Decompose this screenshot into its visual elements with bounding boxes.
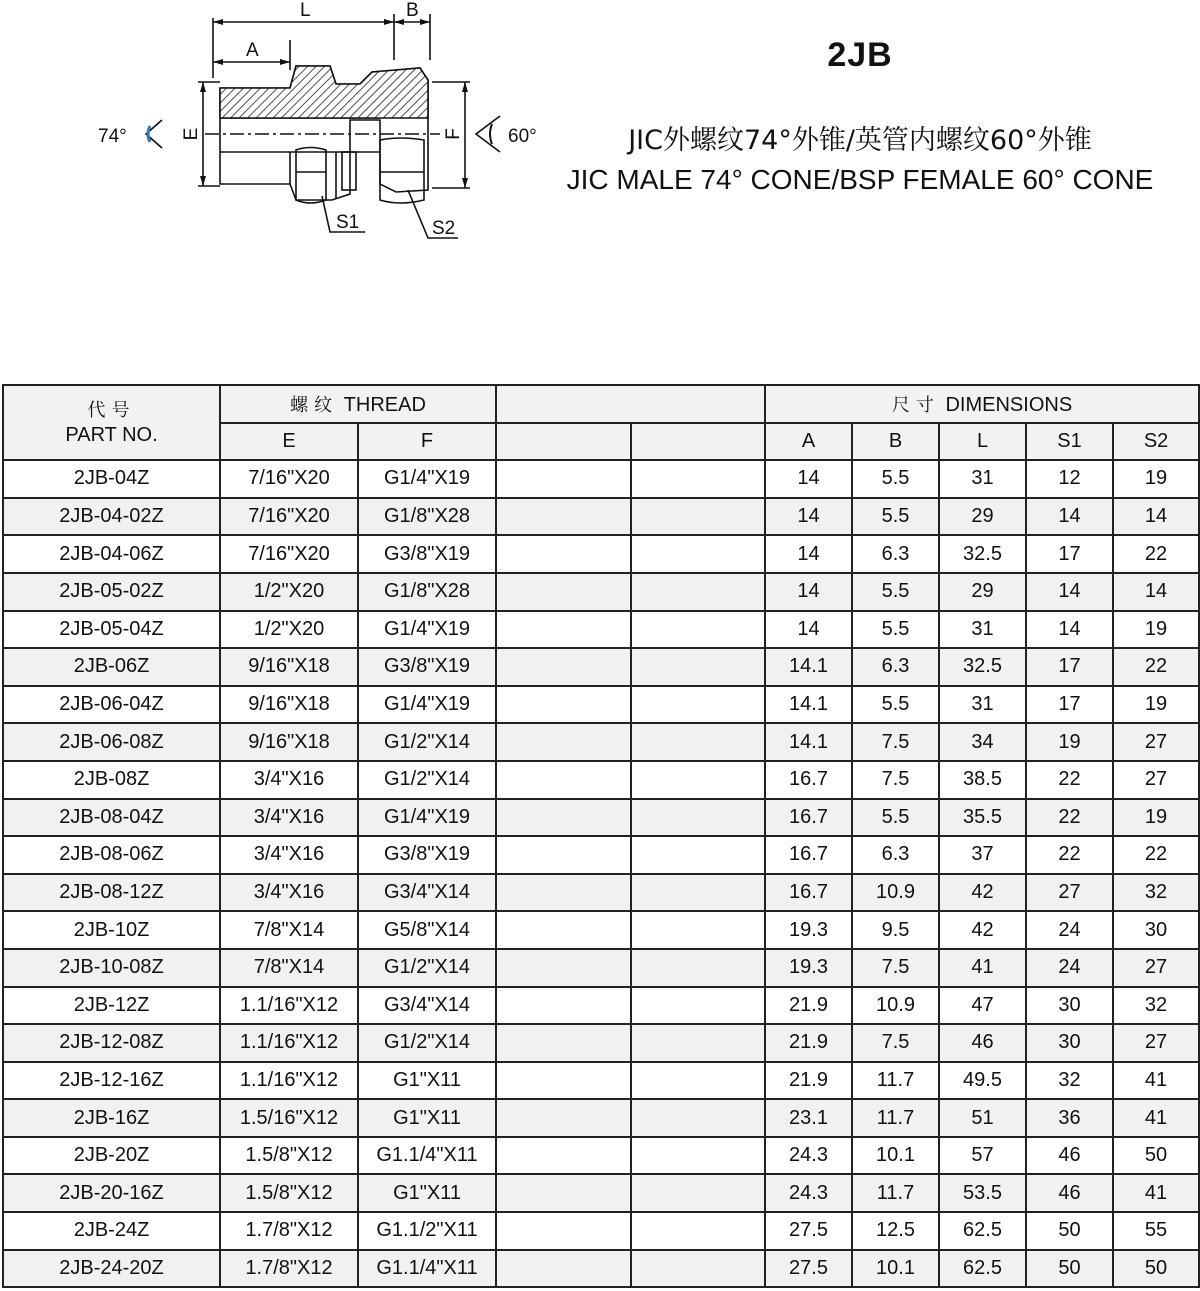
dim-b-cell: 5.5 (852, 611, 939, 649)
col-header-blank-1 (496, 423, 631, 461)
blank-cell (631, 836, 765, 874)
dim-s1-cell: 22 (1026, 836, 1113, 874)
blank-cell (631, 949, 765, 987)
thread-e-cell: 7/16"X20 (220, 535, 358, 573)
thread-e-cell: 7/16"X20 (220, 498, 358, 536)
blank-cell (496, 498, 631, 536)
thread-e-cell: 3/4"X16 (220, 799, 358, 837)
thread-e-cell: 1.5/8"X12 (220, 1137, 358, 1175)
thread-f-cell: G1/4"X19 (358, 460, 496, 498)
dim-b-cell: 10.9 (852, 987, 939, 1025)
col-header-e: E (220, 423, 358, 461)
dim-s1-cell: 22 (1026, 761, 1113, 799)
blank-cell (496, 911, 631, 949)
thread-f-cell: G1/8"X28 (358, 498, 496, 536)
dim-s2-cell: 32 (1113, 874, 1199, 912)
dim-b-cell: 11.7 (852, 1099, 939, 1137)
thread-f-cell: G1/2"X14 (358, 723, 496, 761)
blank-cell (631, 911, 765, 949)
dim-s1-cell: 24 (1026, 949, 1113, 987)
dim-s2-cell: 14 (1113, 498, 1199, 536)
dim-l-cell: 51 (939, 1099, 1026, 1137)
blank-cell (496, 1137, 631, 1175)
thread-f-cell: G1/4"X19 (358, 686, 496, 724)
dim-s2-cell: 19 (1113, 799, 1199, 837)
dim-b-cell: 11.7 (852, 1174, 939, 1212)
dim-s2-cell: 19 (1113, 611, 1199, 649)
blank-cell (496, 686, 631, 724)
thread-f-cell: G1/2"X14 (358, 949, 496, 987)
part-no-cell: 2JB-08-12Z (3, 874, 220, 912)
part-no-cell: 2JB-16Z (3, 1099, 220, 1137)
table-row (3, 1062, 1199, 1100)
table-row (3, 648, 1199, 686)
dim-a-cell: 14 (765, 460, 852, 498)
dim-s2-cell: 41 (1113, 1099, 1199, 1137)
dim-b-cell: 5.5 (852, 573, 939, 611)
blank-cell (496, 987, 631, 1025)
thread-e-cell: 9/16"X18 (220, 686, 358, 724)
dim-l-cell: 31 (939, 686, 1026, 724)
table-row (3, 611, 1199, 649)
blank-cell (631, 573, 765, 611)
dim-l-cell: 34 (939, 723, 1026, 761)
thread-f-cell: G3/8"X19 (358, 836, 496, 874)
dim-b-cell: 9.5 (852, 911, 939, 949)
table-row (3, 1250, 1199, 1288)
blank-cell (631, 1174, 765, 1212)
thread-e-cell: 9/16"X18 (220, 723, 358, 761)
col-header-f: F (358, 423, 496, 461)
dim-l-cell: 31 (939, 460, 1026, 498)
thread-e-cell: 7/16"X20 (220, 460, 358, 498)
table-row (3, 911, 1199, 949)
dim-s2-cell: 50 (1113, 1250, 1199, 1288)
table-row (3, 460, 1199, 498)
dim-s2-cell: 19 (1113, 460, 1199, 498)
dim-a-cell: 16.7 (765, 836, 852, 874)
dim-a-cell: 21.9 (765, 987, 852, 1025)
blank-cell (631, 535, 765, 573)
col-header-s2: S2 (1113, 423, 1199, 461)
thread-f-cell: G5/8"X14 (358, 911, 496, 949)
dim-s2-cell: 30 (1113, 911, 1199, 949)
dim-a-cell: 14.1 (765, 686, 852, 724)
blank-cell (496, 1099, 631, 1137)
thread-f-cell: G1.1/4"X11 (358, 1250, 496, 1288)
table-row (3, 874, 1199, 912)
thread-f-cell: G3/4"X14 (358, 987, 496, 1025)
blank-cell (631, 723, 765, 761)
thread-e-cell: 1.1/16"X12 (220, 987, 358, 1025)
dim-b-cell: 10.9 (852, 874, 939, 912)
table-row (3, 1099, 1199, 1137)
product-title-chinese: JIC外螺纹74°外锥/英管内螺纹60°外锥 (628, 125, 1092, 156)
blank-cell (496, 1062, 631, 1100)
table-body (3, 460, 1199, 1287)
dim-s2-cell: 27 (1113, 1024, 1199, 1062)
blank-cell (631, 686, 765, 724)
dim-b-cell: 5.5 (852, 460, 939, 498)
dim-a-cell: 27.5 (765, 1250, 852, 1288)
dim-a-cell: 14 (765, 498, 852, 536)
part-no-cell: 2JB-10Z (3, 911, 220, 949)
dim-l-cell: 38.5 (939, 761, 1026, 799)
table-row (3, 1137, 1199, 1175)
blank-cell (496, 1250, 631, 1288)
dim-a-cell: 14 (765, 611, 852, 649)
blank-cell (631, 1099, 765, 1137)
part-no-header (3, 385, 220, 460)
blank-cell (496, 723, 631, 761)
part-no-cell: 2JB-05-04Z (3, 611, 220, 649)
part-no-cell: 2JB-20Z (3, 1137, 220, 1175)
thread-e-cell: 1/2"X20 (220, 611, 358, 649)
dim-s1-cell: 12 (1026, 460, 1113, 498)
dim-s1-cell: 14 (1026, 573, 1113, 611)
blank-header (496, 385, 765, 423)
part-no-cell: 2JB-12-16Z (3, 1062, 220, 1100)
dim-a-cell: 14.1 (765, 648, 852, 686)
dim-b-cell: 12.5 (852, 1212, 939, 1250)
dim-b-cell: 7.5 (852, 1024, 939, 1062)
dim-s2-cell: 22 (1113, 648, 1199, 686)
table-row (3, 799, 1199, 837)
dim-a-cell: 14 (765, 573, 852, 611)
blank-cell (496, 799, 631, 837)
dim-b-cell: 10.1 (852, 1250, 939, 1288)
dim-l-cell: 42 (939, 874, 1026, 912)
blank-cell (631, 611, 765, 649)
part-no-cell: 2JB-24Z (3, 1212, 220, 1250)
dim-l-cell: 32.5 (939, 648, 1026, 686)
part-no-cell: 2JB-12-08Z (3, 1024, 220, 1062)
part-no-cell: 2JB-08-04Z (3, 799, 220, 837)
part-no-cell: 2JB-04-02Z (3, 498, 220, 536)
dim-s2-cell: 27 (1113, 761, 1199, 799)
dim-label-f: F (443, 128, 464, 140)
thread-e-cell: 7/8"X14 (220, 949, 358, 987)
dim-a-cell: 21.9 (765, 1062, 852, 1100)
thread-header (220, 385, 496, 423)
dim-label-s1: S1 (336, 212, 360, 233)
dim-s1-cell: 24 (1026, 911, 1113, 949)
blank-cell (496, 836, 631, 874)
blank-cell (496, 1212, 631, 1250)
dim-l-cell: 53.5 (939, 1174, 1026, 1212)
dim-s1-cell: 17 (1026, 686, 1113, 724)
blank-cell (631, 761, 765, 799)
product-title-english: JIC MALE 74° CONE/BSP FEMALE 60° CONE (566, 164, 1154, 195)
dim-b-cell: 11.7 (852, 1062, 939, 1100)
dim-s1-cell: 19 (1026, 723, 1113, 761)
part-no-cell: 2JB-08Z (3, 761, 220, 799)
table-row (3, 1024, 1199, 1062)
dim-l-cell: 41 (939, 949, 1026, 987)
part-no-cell: 2JB-20-16Z (3, 1174, 220, 1212)
part-no-cell: 2JB-04Z (3, 460, 220, 498)
col-header-s1: S1 (1026, 423, 1113, 461)
part-no-cell: 2JB-24-20Z (3, 1250, 220, 1288)
part-no-cn: 代号 (87, 400, 136, 422)
dim-s2-cell: 41 (1113, 1062, 1199, 1100)
thread-f-cell: G1/2"X14 (358, 761, 496, 799)
blank-cell (631, 874, 765, 912)
blank-cell (496, 460, 631, 498)
dim-s1-cell: 14 (1026, 498, 1113, 536)
thread-e-cell: 1.1/16"X12 (220, 1024, 358, 1062)
dim-a-cell: 16.7 (765, 874, 852, 912)
dim-label-a: A (246, 40, 259, 61)
angle-label-74: 74° (98, 126, 127, 147)
blank-cell (496, 949, 631, 987)
dim-s2-cell: 50 (1113, 1137, 1199, 1175)
thread-f-cell: G1/2"X14 (358, 1024, 496, 1062)
dim-s2-cell: 27 (1113, 949, 1199, 987)
col-header-a: A (765, 423, 852, 461)
thread-f-cell: G1/4"X19 (358, 611, 496, 649)
thread-f-cell: G1.1/2"X11 (358, 1212, 496, 1250)
blank-cell (631, 460, 765, 498)
dim-l-cell: 31 (939, 611, 1026, 649)
table-row (3, 535, 1199, 573)
blank-cell (631, 799, 765, 837)
dim-b-cell: 5.5 (852, 498, 939, 536)
dim-s2-cell: 22 (1113, 836, 1199, 874)
dim-a-cell: 21.9 (765, 1024, 852, 1062)
dim-label-e: E (181, 127, 202, 141)
dim-a-cell: 19.3 (765, 911, 852, 949)
dim-b-cell: 10.1 (852, 1137, 939, 1175)
dim-s2-cell: 41 (1113, 1174, 1199, 1212)
dim-s2-cell: 32 (1113, 987, 1199, 1025)
part-no-cell: 2JB-06-04Z (3, 686, 220, 724)
dim-l-cell: 42 (939, 911, 1026, 949)
dim-s1-cell: 17 (1026, 648, 1113, 686)
dim-a-cell: 19.3 (765, 949, 852, 987)
table-row (3, 723, 1199, 761)
dim-a-cell: 16.7 (765, 761, 852, 799)
thread-f-cell: G3/4"X14 (358, 874, 496, 912)
dim-a-cell: 14 (765, 535, 852, 573)
dim-l-cell: 32.5 (939, 535, 1026, 573)
part-no-cell: 2JB-10-08Z (3, 949, 220, 987)
dim-a-cell: 16.7 (765, 799, 852, 837)
dim-l-cell: 62.5 (939, 1250, 1026, 1288)
dimensions-header (765, 385, 1199, 423)
dim-b-cell: 6.3 (852, 648, 939, 686)
dim-label-b: B (406, 0, 419, 21)
dim-s2-cell: 14 (1113, 573, 1199, 611)
blank-cell (631, 1137, 765, 1175)
dim-s2-cell: 55 (1113, 1212, 1199, 1250)
dim-l-cell: 29 (939, 573, 1026, 611)
angle-label-60: 60° (508, 126, 537, 147)
thread-f-cell: G1/4"X19 (358, 799, 496, 837)
blank-cell (496, 611, 631, 649)
thread-e-cell: 1.7/8"X12 (220, 1212, 358, 1250)
dim-s1-cell: 17 (1026, 535, 1113, 573)
thread-e-cell: 1.5/8"X12 (220, 1174, 358, 1212)
thread-f-cell: G1/8"X28 (358, 573, 496, 611)
thread-f-cell: G3/8"X19 (358, 535, 496, 573)
col-header-l: L (939, 423, 1026, 461)
dim-s1-cell: 14 (1026, 611, 1113, 649)
table-row (3, 1174, 1199, 1212)
blank-cell (631, 1024, 765, 1062)
thread-en: THREAD (343, 393, 426, 416)
thread-f-cell: G1"X11 (358, 1062, 496, 1100)
dim-l-cell: 57 (939, 1137, 1026, 1175)
dim-b-cell: 6.3 (852, 836, 939, 874)
part-no-en: PART NO. (65, 424, 158, 447)
table-row (3, 987, 1199, 1025)
blank-cell (496, 1024, 631, 1062)
dim-s1-cell: 30 (1026, 987, 1113, 1025)
thread-e-cell: 3/4"X16 (220, 836, 358, 874)
part-no-cell: 2JB-04-06Z (3, 535, 220, 573)
col-header-blank-2 (631, 423, 765, 461)
part-no-cell: 2JB-05-02Z (3, 573, 220, 611)
part-no-cell: 2JB-06Z (3, 648, 220, 686)
col-header-b: B (852, 423, 939, 461)
table-row (3, 686, 1199, 724)
thread-cn: 螺纹 (290, 394, 339, 416)
blank-cell (496, 648, 631, 686)
blank-cell (631, 648, 765, 686)
dim-l-cell: 49.5 (939, 1062, 1026, 1100)
dimensions-cn: 尺寸 (891, 394, 940, 416)
blank-cell (631, 987, 765, 1025)
blank-cell (631, 1250, 765, 1288)
thread-f-cell: G1.1/4"X11 (358, 1137, 496, 1175)
dim-s2-cell: 27 (1113, 723, 1199, 761)
dim-b-cell: 7.5 (852, 949, 939, 987)
dim-b-cell: 7.5 (852, 723, 939, 761)
dim-l-cell: 29 (939, 498, 1026, 536)
dim-s1-cell: 32 (1026, 1062, 1113, 1100)
dim-s1-cell: 30 (1026, 1024, 1113, 1062)
table-row (3, 498, 1199, 536)
fitting-technical-drawing (0, 0, 560, 250)
dim-a-cell: 23.1 (765, 1099, 852, 1137)
dim-s1-cell: 46 (1026, 1137, 1113, 1175)
table-row (3, 1212, 1199, 1250)
blank-cell (631, 498, 765, 536)
dim-label-l: L (300, 0, 311, 21)
dim-label-s2: S2 (432, 218, 456, 239)
dim-s2-cell: 19 (1113, 686, 1199, 724)
thread-e-cell: 1.5/16"X12 (220, 1099, 358, 1137)
product-code: 2JB (827, 36, 893, 74)
dim-a-cell: 14.1 (765, 723, 852, 761)
thread-e-cell: 9/16"X18 (220, 648, 358, 686)
blank-cell (496, 761, 631, 799)
blank-cell (496, 573, 631, 611)
thread-e-cell: 1.7/8"X12 (220, 1250, 358, 1288)
dim-b-cell: 7.5 (852, 761, 939, 799)
dim-s1-cell: 46 (1026, 1174, 1113, 1212)
thread-f-cell: G1"X11 (358, 1174, 496, 1212)
table-row (3, 761, 1199, 799)
dim-b-cell: 5.5 (852, 799, 939, 837)
thread-f-cell: G3/8"X19 (358, 648, 496, 686)
dim-l-cell: 62.5 (939, 1212, 1026, 1250)
dim-s1-cell: 50 (1026, 1212, 1113, 1250)
table-row (3, 573, 1199, 611)
part-no-cell: 2JB-06-08Z (3, 723, 220, 761)
dim-l-cell: 37 (939, 836, 1026, 874)
dim-s1-cell: 50 (1026, 1250, 1113, 1288)
dim-s1-cell: 36 (1026, 1099, 1113, 1137)
dimensions-en: DIMENSIONS (945, 393, 1073, 416)
thread-e-cell: 1/2"X20 (220, 573, 358, 611)
thread-e-cell: 1.1/16"X12 (220, 1062, 358, 1100)
dim-a-cell: 24.3 (765, 1137, 852, 1175)
dim-a-cell: 24.3 (765, 1174, 852, 1212)
dim-l-cell: 47 (939, 987, 1026, 1025)
dim-s1-cell: 22 (1026, 799, 1113, 837)
blank-cell (496, 1174, 631, 1212)
dim-l-cell: 35.5 (939, 799, 1026, 837)
dim-s2-cell: 22 (1113, 535, 1199, 573)
dimensions-table (2, 384, 1200, 1288)
dim-l-cell: 46 (939, 1024, 1026, 1062)
dim-b-cell: 5.5 (852, 686, 939, 724)
blank-cell (496, 535, 631, 573)
thread-e-cell: 3/4"X16 (220, 874, 358, 912)
dim-a-cell: 27.5 (765, 1212, 852, 1250)
thread-f-cell: G1"X11 (358, 1099, 496, 1137)
dim-s1-cell: 27 (1026, 874, 1113, 912)
blank-cell (496, 874, 631, 912)
part-no-cell: 2JB-12Z (3, 987, 220, 1025)
thread-e-cell: 3/4"X16 (220, 761, 358, 799)
part-no-cell: 2JB-08-06Z (3, 836, 220, 874)
table-row (3, 949, 1199, 987)
dim-b-cell: 6.3 (852, 535, 939, 573)
table-row (3, 836, 1199, 874)
thread-e-cell: 7/8"X14 (220, 911, 358, 949)
blank-cell (631, 1212, 765, 1250)
blank-cell (631, 1062, 765, 1100)
